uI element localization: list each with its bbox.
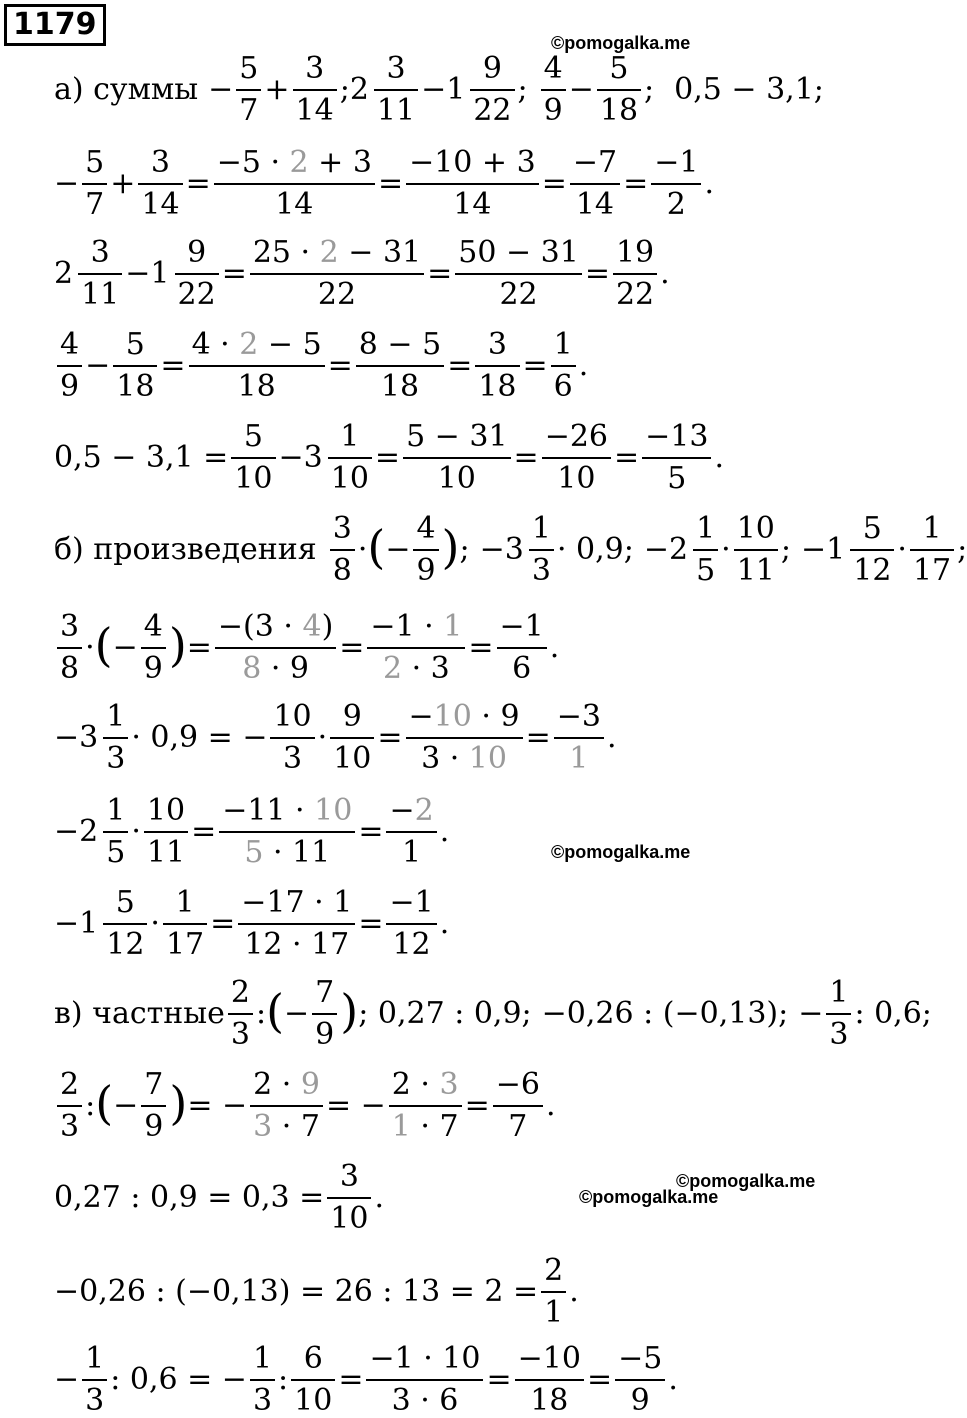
- equation-line: −3 1 3 · 0,9 = − 10 3 · 9 10 = −10 · 9 3 · 10 = −3 1 .: [54, 699, 617, 776]
- equation-line: 4 9 − 5 18 = 4 · 2 − 5 18 = 8 − 5 18 = 3 18 = 1 6 .: [54, 328, 588, 403]
- equation-line: −1 5 12 · 1 17 = −17 · 1 12 · 17 = −1 12 .: [54, 885, 450, 962]
- equation-line: 0,27 : 0,9 = 0,3 = 3 10 .: [54, 1159, 385, 1236]
- equation-line: 0,5 − 3,1 = 5 10 − 3 1 10 = 5 − 31 10 = −26 10 = −13 5 .: [54, 419, 724, 496]
- equation-line: − 1 3 : 0,6 = − 1 3 : 6 10 = −1 · 10 3 · 6 = −10 18 = −5 9 .: [54, 1341, 678, 1418]
- equation-line: −2 1 5 · 10 11 = −11 · 10 5 · 11 = −2 1 .: [54, 793, 450, 870]
- equation-line: 2 3 : ( − 7 9 ) = − 2 · 9 3 · 7 = − 2 · 3 1 · 7 = −6 7 .: [54, 1068, 555, 1143]
- part-c-statement: в) частные 2 3 : ( − 7 9 ) ; 0,27 : 0,9; −0,26 : (−0,13); − 1 3 : 0,6;: [54, 975, 932, 1052]
- equation-line: − 5 7 + 3 14 = −5 · 2 + 3 14 = −10 + 3 14 = −7 14 = −1 2 .: [54, 145, 714, 222]
- watermark: ©pomogalka.me: [551, 33, 691, 53]
- part-c-label: в) частные: [54, 995, 225, 1031]
- watermark: ©pomogalka.me: [579, 1187, 719, 1207]
- problem-number: 1179: [4, 4, 106, 46]
- part-a-statement: а) суммы − 5 7 + 3 14 ; 2 3 11 − 1 9 22 ; 4 9 − 5 18 ; 0,5 − 3,1;: [54, 51, 824, 128]
- equation-line: 3 8 · ( − 4 9 ) = −(3 · 4) 8 · 9 = −1 · 1 2 · 3 = −1 6 .: [54, 610, 559, 685]
- part-b-statement: б) произведения 3 8 · ( − 4 9 ) ; −3 1 3 · 0,9; −2 1 5 · 10 11 ; −1 5 12 · 1 17 ;: [54, 511, 967, 588]
- watermark: ©pomogalka.me: [676, 1171, 816, 1191]
- equation-line: 2 3 11 − 1 9 22 = 25 · 2 − 31 22 = 50 − 31 22 = 19 22 .: [54, 235, 670, 312]
- equation-line: −0,26 : (−0,13) = 26 : 13 = 2 = 2 1 .: [54, 1253, 579, 1330]
- part-b-label: б) произведения: [54, 531, 317, 567]
- part-a-label: а) суммы: [54, 71, 199, 107]
- watermark: ©pomogalka.me: [551, 842, 691, 862]
